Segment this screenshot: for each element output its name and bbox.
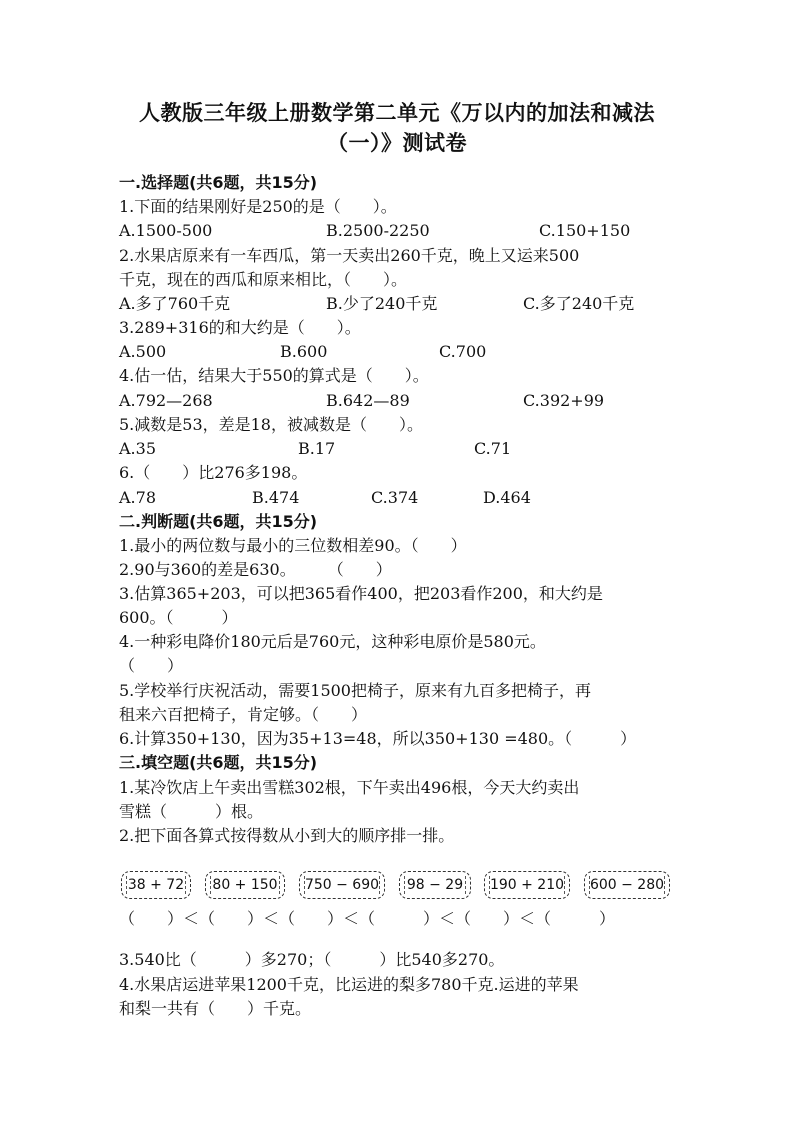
s1-q1-option-c: C.150+150 xyxy=(539,221,631,240)
s1-q2-text-1: 2.水果店原来有一车西瓜，第一天卖出260千克，晚上又运来500 xyxy=(119,246,580,265)
s2-q1: 1.最小的两位数与最小的三位数相差90。（ ） xyxy=(119,536,467,555)
s1-q2-text-2: 千克，现在的西瓜和原来相比，（ ）。 xyxy=(119,270,408,289)
s3-q4-line1: 4.水果店运进苹果1200千克，比运进的梨多780千克.运进的苹果 xyxy=(119,975,579,994)
s2-q6: 6.计算350+130，因为35+13=48，所以350+130 =480。（ ） xyxy=(119,729,637,748)
section2-heading: 二.判断题(共6题，共15分) xyxy=(119,512,318,531)
s2-q5-line1: 5.学校举行庆祝活动，需要1500把椅子，原来有九百多把椅子，再 xyxy=(119,681,591,700)
expression-card: 750 − 690 xyxy=(299,871,385,899)
s1-q5-option-b: B.17 xyxy=(298,439,336,458)
expression-card: 38 + 72 xyxy=(121,871,191,899)
s1-q1-option-b: B.2500-2250 xyxy=(326,221,430,240)
s1-q3-option-c: C.700 xyxy=(439,342,487,361)
s1-q1-text: 1.下面的结果刚好是250的是（ ）。 xyxy=(119,197,397,216)
s2-q4-line1: 4.一种彩电降价180元后是760元，这种彩电原价是580元。 xyxy=(119,632,546,651)
s1-q4-option-c: C.392+99 xyxy=(523,391,605,410)
page-title-line1: 人教版三年级上册数学第二单元《万以内的加法和减法 xyxy=(139,101,655,125)
s1-q2-option-b: B.少了240千克 xyxy=(326,294,438,313)
s3-q3: 3.540比（ ）多270；（ ）比540多270。 xyxy=(119,950,505,969)
s1-q5-text: 5.减数是53，差是18，被减数是（ ）。 xyxy=(119,415,423,434)
s1-q2-option-c: C.多了240千克 xyxy=(523,294,635,313)
s2-q3-line1: 3.估算365+203，可以把365看作400，把203看作200，和大约是 xyxy=(119,584,603,603)
s1-q5-option-c: C.71 xyxy=(474,439,512,458)
s3-q1-line1: 1.某冷饮店上午卖出雪糕302根，下午卖出496根，今天大约卖出 xyxy=(119,778,580,797)
s1-q4-option-b: B.642—89 xyxy=(326,391,410,410)
s1-q2-option-a: A.多了760千克 xyxy=(119,294,231,313)
s1-q1-option-a: A.1500-500 xyxy=(119,221,213,240)
s1-q6-option-c: C.374 xyxy=(371,488,419,507)
s1-q3-option-a: A.500 xyxy=(119,342,167,361)
s1-q6-option-b: B.474 xyxy=(252,488,300,507)
s1-q6-text: 6.（ ）比276多198。 xyxy=(119,463,308,482)
expression-card: 190 + 210 xyxy=(484,871,570,899)
s1-q4-option-a: A.792—268 xyxy=(119,391,213,410)
section1-heading: 一.选择题(共6题，共15分) xyxy=(119,173,318,192)
s3-q1-line2: 雪糕（ ）根。 xyxy=(119,802,264,821)
s1-q3-text: 3.289+316的和大约是（ ）。 xyxy=(119,318,361,337)
s1-q3-option-b: B.600 xyxy=(280,342,328,361)
s2-q4-line2: （ ） xyxy=(119,656,184,675)
s1-q6-option-a: A.78 xyxy=(119,488,156,507)
s2-q2: 2.90与360的差是630。 （ ） xyxy=(119,560,392,579)
expression-card: 80 + 150 xyxy=(205,871,285,899)
s1-q5-option-a: A.35 xyxy=(119,439,156,458)
s1-q6-option-d: D.464 xyxy=(483,488,531,507)
s3-q4-line2: 和梨一共有（ ）千克。 xyxy=(119,999,312,1018)
s2-q5-line2: 租来六百把椅子，肯定够。（ ） xyxy=(119,705,368,724)
ordering-blanks: （ ）＜（ ）＜（ ）＜（ ）＜（ ）＜（ ） xyxy=(119,909,616,928)
s2-q3-line2: 600。（ ） xyxy=(119,608,238,627)
expression-card: 98 − 29 xyxy=(399,871,471,899)
expression-card: 600 − 280 xyxy=(584,871,670,899)
s1-q4-text: 4.估一估，结果大于550的算式是（ ）。 xyxy=(119,366,429,385)
section3-heading: 三.填空题(共6题，共15分) xyxy=(119,753,318,772)
page-title-line2: （一）》测试卷 xyxy=(327,131,467,155)
s3-q2-text: 2.把下面各算式按得数从小到大的顺序排一排。 xyxy=(119,826,455,845)
